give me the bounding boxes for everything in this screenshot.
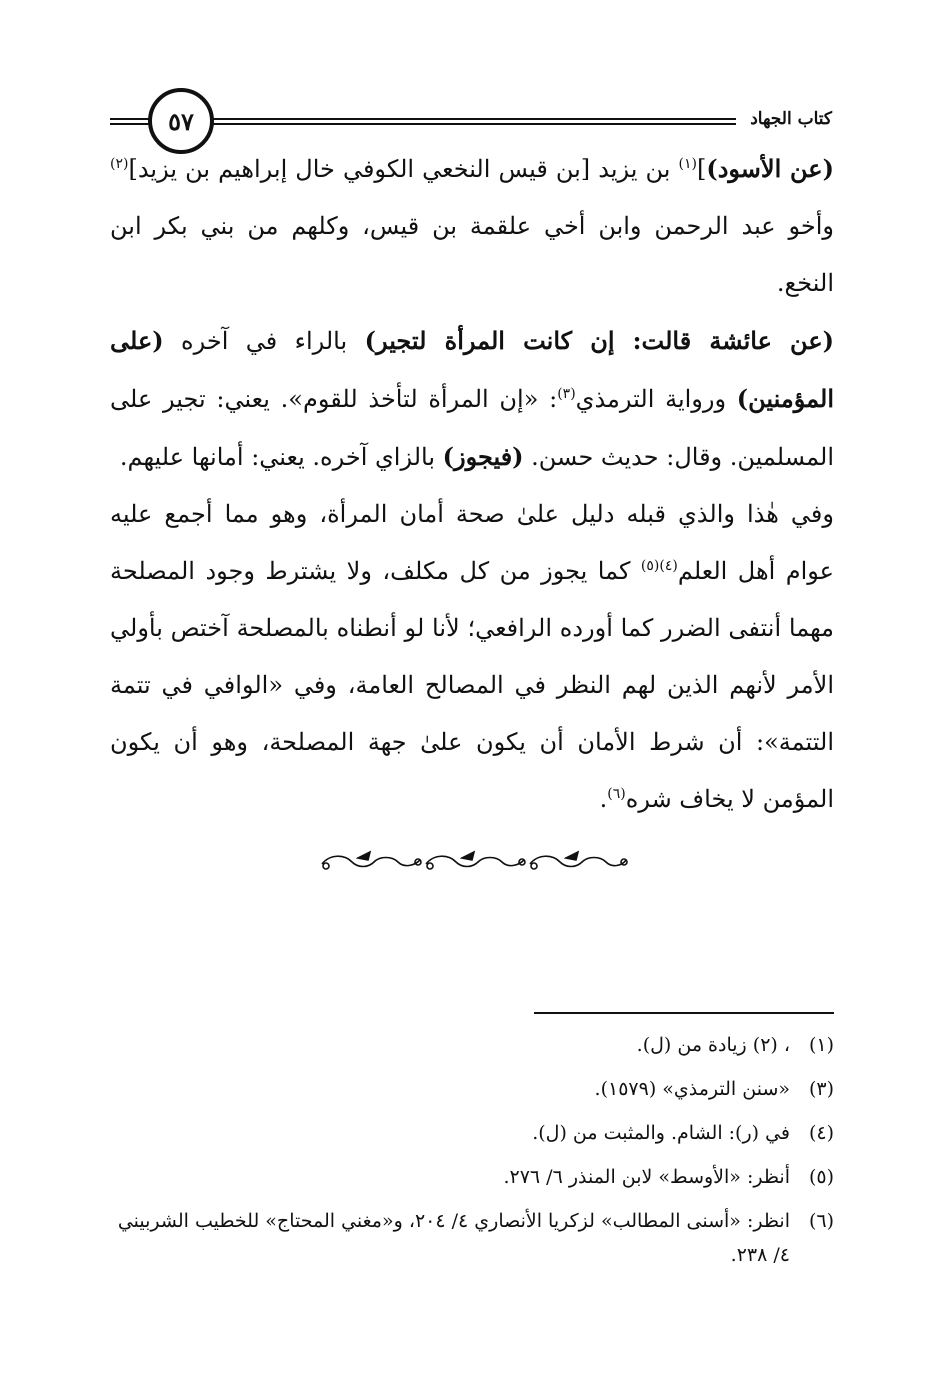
ornament-flourish-right — [530, 852, 627, 869]
footnote-item — [110, 1160, 834, 1194]
text-run: كما يجوز من كل مكلف، ولا يشترط وجود المصلحة مهما أنتفى الضرر كما أورده الرافعي؛ لأنا لو أنطناه بالمصلحة آختص بأولي الأمر لأنهم الذين لهم النظر في المصالح العامة، وفي «الوافي في تتمة التتمة»: أن شرط الأمان أن يكون علىٰ جهة المصلحة، وهو أن يكون المؤمن لا يخاف شره — [110, 557, 835, 813]
bold-phrase: (فيجوز) — [442, 442, 524, 471]
footnote-ref: (٤)(٥) — [640, 558, 678, 574]
main-text — [110, 140, 834, 828]
header-rule-bottom — [110, 123, 834, 125]
bold-phrase: (عن عائشة قالت: إن كانت المرأة لتجير) — [364, 326, 835, 355]
header-rule-top — [110, 118, 834, 120]
running-title: كتاب الجهاد — [750, 109, 832, 129]
footnote-number: (١) — [808, 1034, 834, 1056]
footnote-ref: (٣) — [557, 386, 576, 402]
text-run: بالراء في آخره — [163, 327, 365, 355]
bold-phrase: (على المؤمنين) — [110, 326, 834, 413]
bold-phrase: (عن الأسود) — [706, 154, 834, 183]
footnote-item — [110, 1116, 834, 1150]
footnotes — [110, 1028, 834, 1282]
footnote-item — [110, 1072, 834, 1106]
ornament-flourish-left — [322, 852, 421, 869]
footnote-text: أنظر: «الأوسط» لابن المنذر ٦/ ٢٧٦. — [503, 1166, 790, 1188]
footnote-number: (٣) — [808, 1078, 834, 1100]
paragraph-1 — [110, 140, 834, 312]
footnote-item — [110, 1204, 834, 1272]
text-run: وفي هٰذا والذي قبله دليل علىٰ صحة أمان المرأة، وهو مما أجمع عليه عوام أهل العلم — [110, 500, 835, 585]
text-run: . — [599, 785, 608, 813]
footnote-text: في (ر): الشام. والمثبت من (ل). — [532, 1122, 790, 1144]
text-run: : «إن المرأة لتأخذ للقوم». يعني: تجير على المسلمين. وقال: حديث حسن. — [110, 385, 834, 471]
footnote-text: «سنن الترمذي» (١٥٧٩). — [594, 1078, 790, 1100]
footnote-text: ، (٢) زيادة من (ل). — [636, 1034, 790, 1056]
footnote-ref: (٦) — [607, 786, 626, 802]
text-run: وأخو عبد الرحمن وابن أخي علقمة بن قيس، وكلهم من بني بكر ابن النخع. — [110, 212, 834, 297]
text-run: بن يزيد [بن قيس النخعي الكوفي خال إبراهيم بن يزيد] — [128, 155, 679, 183]
page-number: ٥٧ — [168, 106, 194, 136]
paragraph-3 — [110, 486, 834, 828]
footnote-ref: (١) — [678, 156, 697, 172]
footnote-separator — [534, 1012, 834, 1014]
paragraph-2 — [110, 312, 834, 486]
text-run: ] — [696, 155, 707, 183]
footnote-item — [110, 1028, 834, 1062]
footnote-ref: (٢) — [110, 156, 129, 172]
footnote-number: (٥) — [808, 1166, 834, 1188]
section-ornament — [318, 846, 630, 876]
text-run: ورواية الترمذي — [575, 385, 737, 413]
footnote-number: (٤) — [808, 1122, 834, 1144]
text-run: بالزاي آخره. يعني: أمانها عليهم. — [119, 443, 443, 471]
ornament-flourish-center — [426, 852, 525, 869]
footnote-text: انظر: «أسنى المطالب» لزكريا الأنصاري ٤/ ٢٠٤، و«مغني المحتاج» للخطيب الشربيني ٤/ ٢٣٨. — [117, 1210, 790, 1266]
footnote-number: (٦) — [808, 1210, 834, 1232]
